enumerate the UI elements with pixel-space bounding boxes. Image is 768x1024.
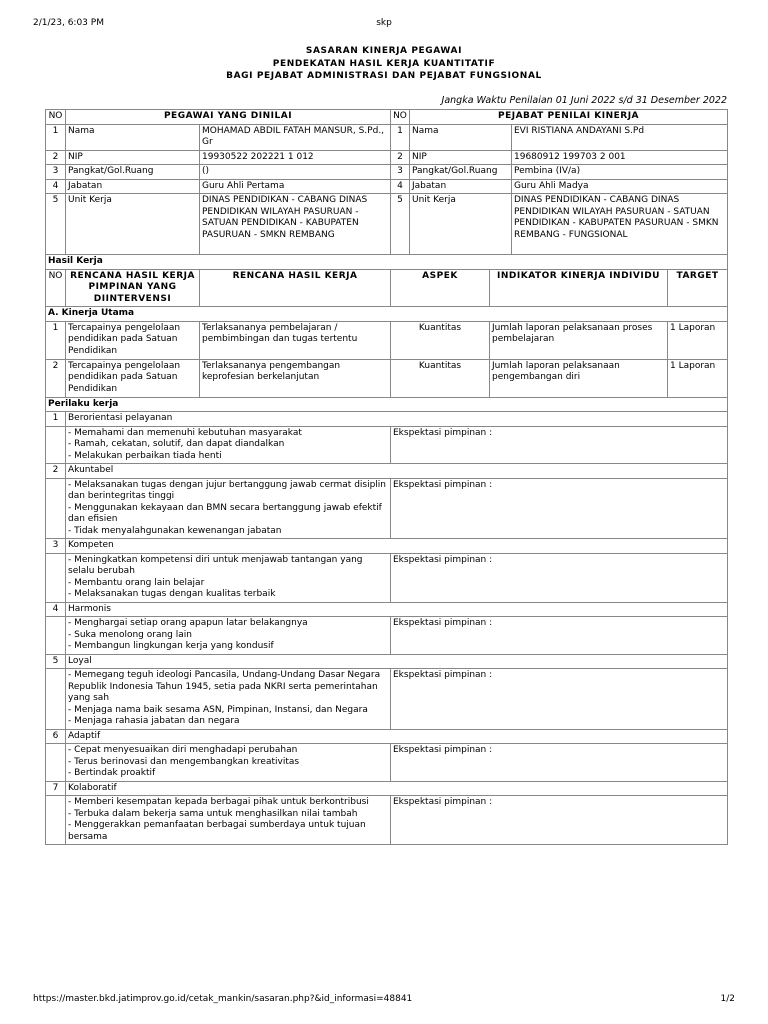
perilaku-desc-row: - Cepat menyesuaikan diri menghadapi perubahan - Terus berinovasi dan mengembangkan kreativitas - Bertindak proaktif Ekspektasi pimpinan :	[46, 744, 728, 782]
pejabat-nip: 19680912 199703 2 001	[514, 151, 626, 162]
perilaku-title-row: 4 Harmonis	[46, 602, 728, 617]
pegawai-pangkat: ()	[200, 165, 391, 180]
perilaku-section-row	[46, 397, 728, 412]
perilaku-desc-row: - Memberi kesempatan kepada berbagai pihak untuk berkontribusi - Terbuka dalam bekerja sama untuk menghasilkan nilai tambah - Menggerakkan pemanfaatan berbagai sumberdaya untuk tujuan bersama Ekspektasi pimpinan :	[46, 796, 728, 845]
hasil-kerja-section-label: Hasil Kerja	[46, 255, 728, 270]
perilaku-desc-row: - Memegang teguh ideologi Pancasila, Undang-Undang Dasar Negara Republik Indonesia Tahun 1945, setia pada NKRI serta pemerintahan yang sah - Menjaga nama baik sesama ASN, Pimpinan, Instansi, dan Negara - Menjaga rahasia jabatan dan negara Ekspektasi pimpinan :	[46, 669, 728, 730]
col-no: NO	[46, 110, 66, 125]
col-target: TARGET	[668, 269, 728, 307]
perilaku-title-row: 1 Berorientasi pelayanan	[46, 412, 728, 427]
col-no-2: NO	[391, 110, 410, 124]
col-rencana-pimpinan: RENCANA HASIL KERJA PIMPINAN YANG DIINTERVENSI	[66, 269, 200, 307]
page-number: 1/2	[720, 994, 735, 1004]
perilaku-title-row: 2 Akuntabel	[46, 464, 728, 479]
hasil-kerja-row: 1 Tercapainya pengelolaan pendidikan pada Satuan Pendidikan Terlaksananya pembelajaran / pembimbingan dan tugas tertentu Kuantitas Jumlah laporan pelaksanaan proses pembelajaran 1 Laporan	[46, 321, 728, 359]
identity-row: 2 NIP 19930522 202221 1 012 2 NIP 19680912 199703 2 001	[46, 150, 728, 165]
document-titles	[0, 45, 768, 83]
identity-row: 1 Nama MOHAMAD ABDIL FATAH MANSUR, S.Pd., Gr 1 Nama EVI RISTIANA ANDAYANI S.Pd	[46, 124, 728, 150]
perilaku-desc-row: - Melaksanakan tugas dengan jujur bertanggung jawab cermat disiplin dan berintegritas tinggi - Menggunakan kekayaan dan BMN secara bertanggung jawab efektif dan efisien - Tidak menyalahgunakan kewenangan jabatan Ekspektasi pimpinan :	[46, 478, 728, 539]
kinerja-utama-label: A. Kinerja Utama	[46, 307, 728, 322]
pejabat-nama: EVI RISTIANA ANDAYANI S.Pd	[514, 125, 645, 136]
title-line-3: BAGI PEJABAT ADMINISTRASI DAN PEJABAT FUNGSIONAL	[226, 71, 542, 81]
col-aspek: ASPEK	[391, 269, 490, 307]
pejabat-jabatan: Guru Ahli Madya	[514, 180, 589, 191]
perilaku-desc-row: - Menghargai setiap orang apapun latar belakangnya - Suka menolong orang lain - Membangun lingkungan kerja yang kondusif Ekspektasi pimpinan :	[46, 617, 728, 655]
identity-row: 4 Jabatan Guru Ahli Pertama 4 Jabatan Guru Ahli Madya	[46, 179, 728, 194]
pegawai-unit-kerja: DINAS PENDIDIKAN - CABANG DINAS PENDIDIKAN WILAYAH PASURUAN - SATUAN PENDIDIKAN - KABUPATEN PASURUAN - SMKN REMBANG	[200, 194, 391, 255]
identity-row: 3 Pangkat/Gol.Ruang () 3 Pangkat/Gol.Ruang Pembina (IV/a)	[46, 165, 728, 180]
perilaku-title-row: 6 Adaptif	[46, 729, 728, 744]
title-line-1: SASARAN KINERJA PEGAWAI	[305, 46, 463, 56]
pegawai-jabatan: Guru Ahli Pertama	[200, 179, 391, 194]
pejabat-unit-kerja: DINAS PENDIDIKAN - CABANG DINAS PENDIDIKAN WILAYAH PASURUAN - SATUAN PENDIDIKAN - KABUPATEN PASURUAN - SMKN REMBANG - FUNGSIONAL	[514, 195, 719, 240]
print-url: https://master.bkd.jatimprov.go.id/cetak_mankin/sasaran.php?&id_informasi=48841	[33, 994, 413, 1004]
perilaku-title-row: 3 Kompeten	[46, 539, 728, 554]
pejabat-penilai-header: PEJABAT PENILAI KINERJA	[498, 111, 640, 121]
hasil-kerja-section-row	[46, 255, 728, 270]
identity-header-row	[46, 110, 728, 125]
pejabat-pangkat: Pembina (IV/a)	[514, 166, 581, 176]
skp-table	[45, 109, 728, 845]
assessment-period: Jangka Waktu Penilaian 01 Juni 2022 s/d 31 Desember 2022	[441, 95, 727, 106]
identity-row: 5 Unit Kerja DINAS PENDIDIKAN - CABANG DINAS PENDIDIKAN WILAYAH PASURUAN - SATUAN PENDIDIKAN - KABUPATEN PASURUAN - SMKN REMBANG 5 Unit Kerja DINAS PENDIDIKAN - CABANG DINAS PENDIDIKAN WILAYAH PASURUAN - SATUAN PENDIDIKAN - KABUPATEN PASURUAN - SMKN REMBANG - FUNGSIONAL	[46, 194, 728, 255]
kinerja-utama-row	[46, 307, 728, 322]
pegawai-nama: MOHAMAD ABDIL FATAH MANSUR, S.Pd., Gr	[200, 124, 391, 150]
perilaku-title-row: 7 Kolaboratif	[46, 781, 728, 796]
pegawai-dinilai-header: PEGAWAI YANG DINILAI	[66, 110, 391, 125]
perilaku-desc-row: - Meningkatkan kompetensi diri untuk menjawab tantangan yang selalu berubah - Membantu orang lain belajar - Melaksanakan tugas dengan kualitas terbaik Ekspektasi pimpinan :	[46, 553, 728, 602]
print-document-title: skp	[376, 18, 392, 28]
col-indikator: INDIKATOR KINERJA INDIVIDU	[490, 269, 668, 307]
print-datetime: 2/1/23, 6:03 PM	[33, 18, 104, 28]
perilaku-title-row: 5 Loyal	[46, 654, 728, 669]
col-rencana: RENCANA HASIL KERJA	[200, 269, 391, 307]
pegawai-nip: 19930522 202221 1 012	[200, 150, 391, 165]
title-line-2: PENDEKATAN HASIL KERJA KUANTITATIF	[272, 58, 496, 69]
perilaku-section-label: Perilaku kerja	[46, 397, 728, 412]
hasil-kerja-row: 2 Tercapainya pengelolaan pendidikan pada Satuan Pendidikan Terlaksananya pengembangan keprofesian berkelanjutan Kuantitas Jumlah laporan pelaksanaan pengembangan diri 1 Laporan	[46, 359, 728, 397]
hasil-kerja-header-row: NO RENCANA HASIL KERJA PIMPINAN YANG DIINTERVENSI RENCANA HASIL KERJA ASPEK INDIKATOR KINERJA INDIVIDU TARGET	[46, 269, 728, 307]
perilaku-desc-row: - Memahami dan memenuhi kebutuhan masyarakat - Ramah, cekatan, solutif, dan dapat diandalkan - Melakukan perbaikan tiada henti Ekspektasi pimpinan :	[46, 426, 728, 464]
